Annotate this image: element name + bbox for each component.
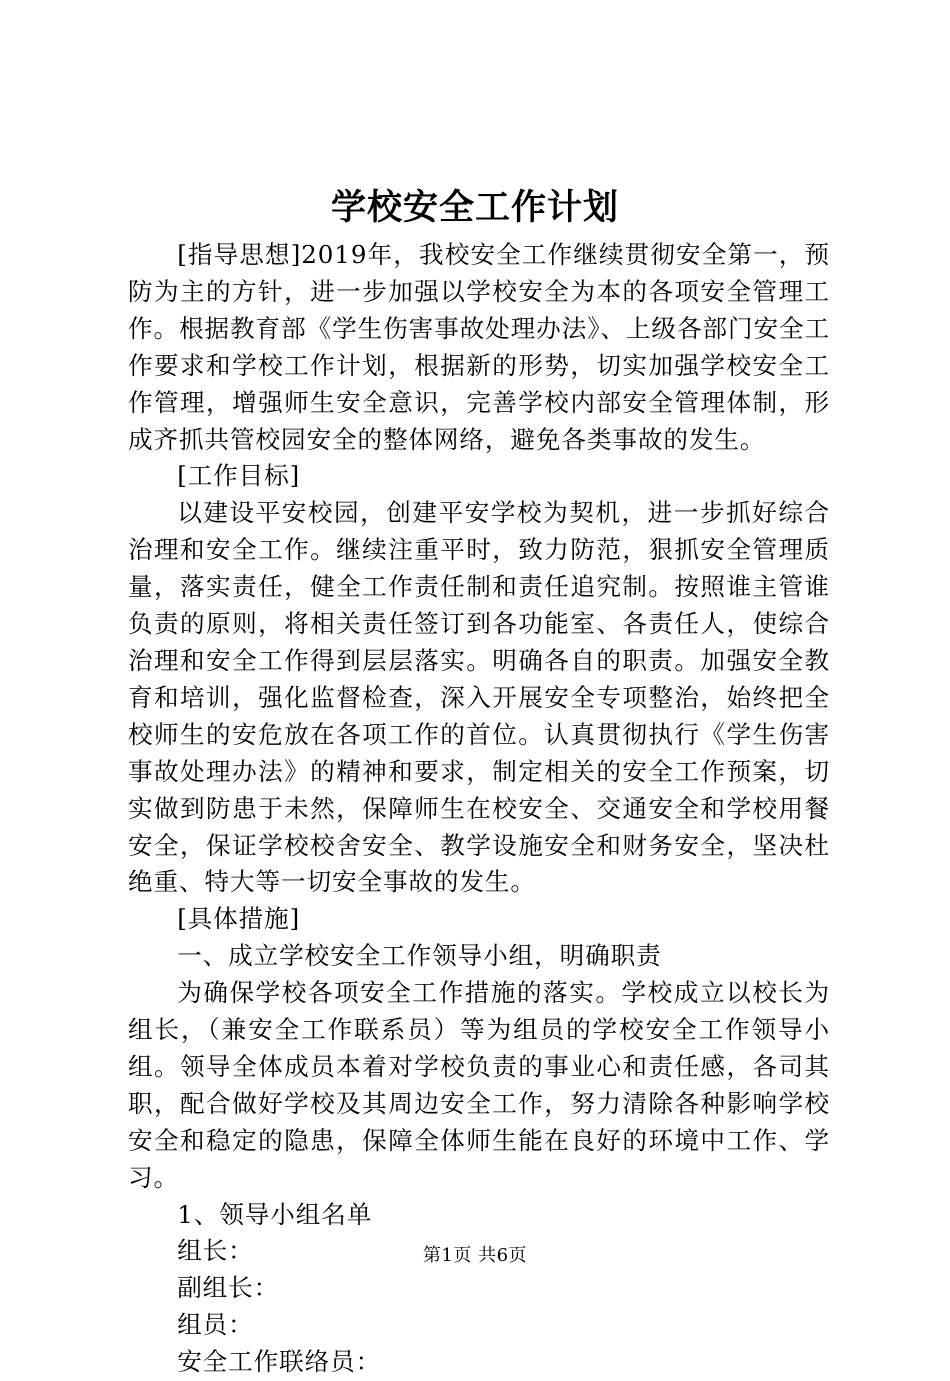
section1-paragraph: 为确保学校各项安全工作措施的落实。学校成立以校长为组长，（兼安全工作联系员）等为组员的学校安全工作领导小组。领导全体成员本着对学校负责的事业心和责任感，各司其职，配合做好学校及其周边安全工作，努力清除各种影响学校安全和稳定的隐患，保障全体师生能在良好的环境中工作、学习。 [128, 978, 830, 1192]
document-body [128, 237, 830, 1381]
measures-heading: [具体措施] [177, 904, 301, 934]
document-title: 学校安全工作计划 [330, 187, 619, 228]
member-label: 组员： [177, 1310, 254, 1340]
deputy-leader-label: 副组长： [177, 1273, 280, 1303]
page-footer: 第1页 共6页 [422, 1245, 528, 1266]
goal-paragraph: 以建设平安校园，创建平安学校为契机，进一步抓好综合治理和安全工作。继续注重平时，致力防范，狠抓安全管理质量，落实责任，健全工作责任制和责任追究制。按照谁主管谁负责的原则，将相关责任签订到各功能室、各责任人，使综合治理和安全工作得到层层落实。明确各自的职责。加强安全教育和培训，强化监督检查，深入开展安全专项整治，始终把全校师生的安危放在各项工作的首位。认真贯彻执行《学生伤害事故处理办法》的精神和要求，制定相关的安全工作预案，切实做到防患于未然，保障师生在校安全、交通安全和学校用餐安全，保证学校校舍安全、教学设施安全和财务安全，坚决杜绝重、特大等一切安全事故的发生。 [128, 498, 830, 897]
leader-list-heading: 1、领导小组名单 [177, 1199, 373, 1229]
goal-heading: [工作目标] [177, 461, 301, 491]
liaison-label: 安全工作联络员： [177, 1347, 382, 1377]
guiding-thought-paragraph: [指导思想]2019年，我校安全工作继续贯彻安全第一，预防为主的方针，进一步加强以学校安全为本的各项安全管理工作。根据教育部《学生伤害事故处理办法》、上级各部门安全工作要求和学校工作计划，根据新的形势，切实加强学校安全工作管理，增强师生安全意识，完善学校内部安全管理体制，形成齐抓共管校园安全的整体网络，避免各类事故的发生。 [128, 240, 830, 454]
section1-heading: 一、成立学校安全工作领导小组，明确职责 [177, 941, 662, 971]
leader-label: 组长： [177, 1236, 254, 1266]
